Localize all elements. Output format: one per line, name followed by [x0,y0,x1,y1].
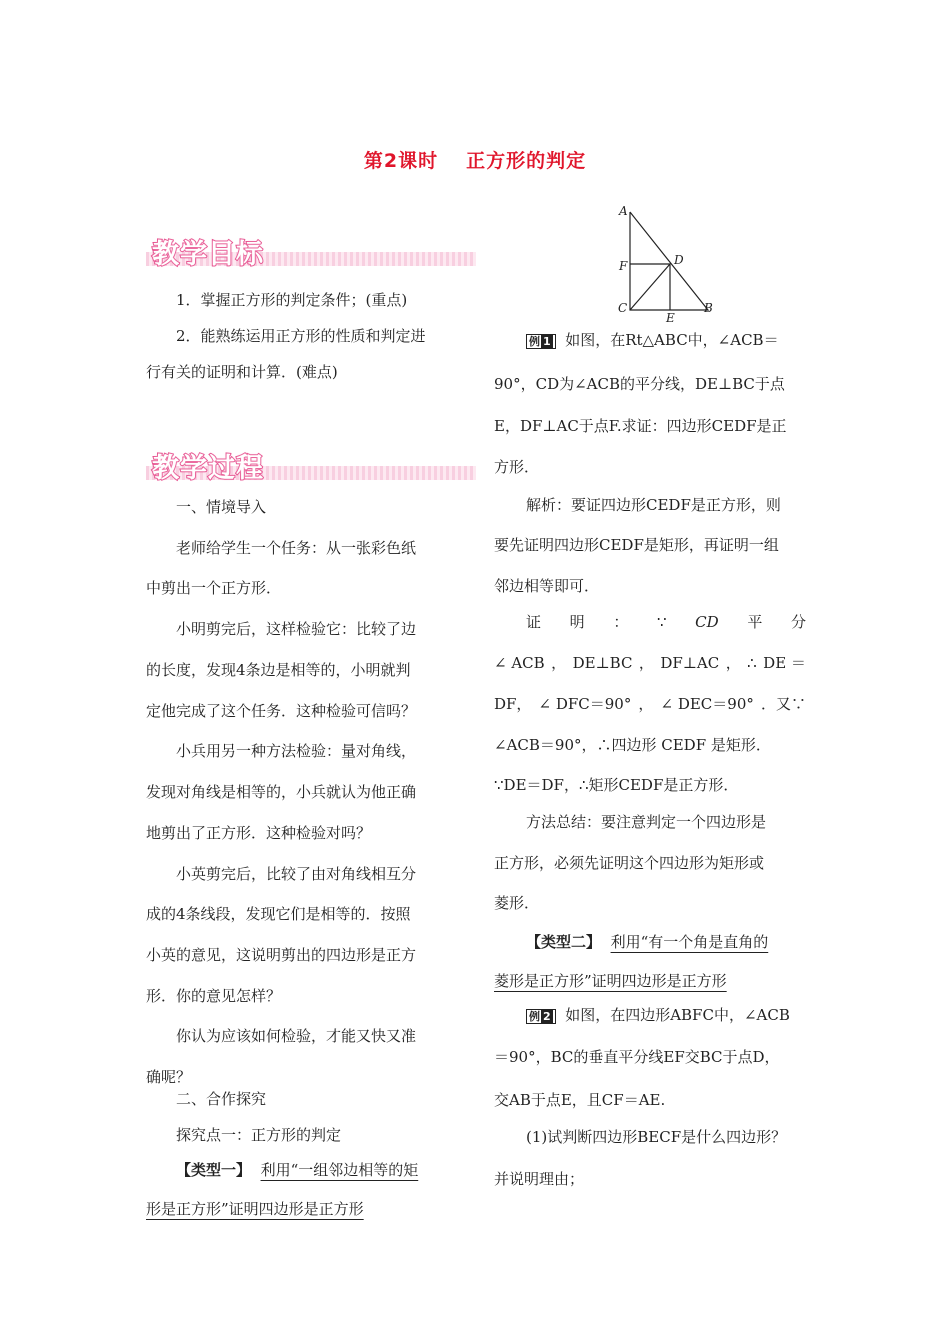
text-line: 小兵用另一种方法检验：量对角线， [176,742,417,760]
banner-teaching-process [146,446,476,486]
example-2-line: 交AB于点E，且CF＝AE. [494,1091,666,1109]
lesson-number: 第2课时 [363,150,439,172]
text-line: 发现对角线是相等的，小兵就认为他正确 [146,783,417,801]
summary-line: 菱形． [494,894,540,912]
banner-label: 教学过程 [152,453,264,484]
type-label: 【类型二】 [526,933,602,951]
text-line: 老师给学生一个任务：从一张彩色纸 [176,539,417,557]
subsection-heading: 探究点一：正方形的判定 [176,1126,342,1144]
label-e: E [666,311,675,324]
type-two-heading [526,922,768,962]
type-title: 利用“有一个角是直角的 [610,933,769,951]
proof-line: ∠ ACB ， DE⊥BC ， DF⊥AC ， ∴ DE ＝ [494,654,806,672]
text-line: 小英的意见，这说明剪出的四边形是正方 [146,946,417,964]
banner-label: 教学目标 [152,239,264,270]
goal-line: 2．能熟练运用正方形的性质和判定进 [176,327,426,345]
analysis-line: 要先证明四边形CEDF是矩形，再证明一组 [494,536,779,554]
analysis-line: 邻边相等即可． [494,577,600,595]
proof-line: ∠ACB＝90°，∴四边形 CEDF 是矩形． [494,736,771,754]
goal-line: 1．掌握正方形的判定条件；(重点) [176,291,408,309]
example-2-line: 并说明理由； [494,1170,585,1188]
proof-line: 证 明 ： ∵ CD 平 分 [526,613,806,631]
analysis-line: 解析：要证四边形CEDF是正方形，则 [526,496,781,514]
text-line: 形．你的意见怎样？ [146,987,282,1005]
goal-line: 行有关的证明和计算．(难点) [146,363,338,381]
type-title-cont: 形是正方形”证明四边形是正方形 [146,1200,364,1218]
example-1-line: 90°，CD为∠ACB的平分线，DE⊥BC于点 [494,375,785,393]
label-b: B [704,301,713,315]
lesson-title: 正方形的判定 [466,150,587,172]
type-label: 【类型一】 [176,1161,252,1179]
text-line: 中剪出一个正方形． [146,579,282,597]
proof-line: DF， ∠ DFC＝90° ， ∠ DEC＝90° ．又∵ [494,695,806,713]
example-1-badge: 例 1 [526,334,556,349]
example-2-badge: 例 2 [526,1009,556,1024]
section-heading: 二、合作探究 [176,1090,267,1108]
page-title [0,146,950,173]
text-line: 确呢？ [146,1068,192,1086]
type-one-heading [176,1150,418,1190]
text-line: 定他完成了这个任务．这种检验可信吗？ [146,702,417,720]
label-a: A [619,204,628,218]
example-2-line: (1)试判断四边形BECF是什么四边形？ [526,1128,787,1146]
triangle-figure [610,200,730,324]
text-line: 小英剪完后，比较了由对角线相互分 [176,865,417,883]
summary-line: 方法总结：要注意判定一个四边形是 [526,813,767,831]
text-line: 你认为应该如何检验，才能又快又准 [176,1027,417,1045]
example-1-line: 方形． [494,458,540,476]
bisector-cd [630,264,670,310]
summary-line: 正方形，必须先证明这个四边形为矩形或 [494,854,765,872]
example-2-line: ＝90°，BC的垂直平分线EF交BC于点D， [494,1048,780,1066]
proof-line: ∵DE＝DF，∴矩形CEDF是正方形． [494,776,739,794]
text-line: 的长度，发现4条边是相等的，小明就判 [146,661,411,679]
section-heading: 一、情境导入 [176,498,267,516]
label-f: F [619,259,628,273]
type-title-cont: 菱形是正方形”证明四边形是正方形 [494,972,727,990]
text-line: 成的4条线段，发现它们是相等的．按照 [146,905,411,923]
label-d: D [674,253,684,267]
triangle-abc [630,212,708,310]
type-title: 利用“一组邻边相等的矩 [260,1161,419,1179]
label-c: C [618,301,628,315]
banner-teaching-goals [146,232,476,272]
text-line: 小明剪完后，这样检验它：比较了边 [176,620,417,638]
example-2-line: 例 2 如图，在四边形ABFC中，∠ACB [526,995,790,1035]
text-line: 地剪出了正方形．这种检验对吗？ [146,824,372,842]
example-1-line: 例 1 如图，在Rt△ABC中，∠ACB＝ [526,320,779,360]
example-1-line: E，DF⊥AC于点F.求证：四边形CEDF是正 [494,417,787,435]
